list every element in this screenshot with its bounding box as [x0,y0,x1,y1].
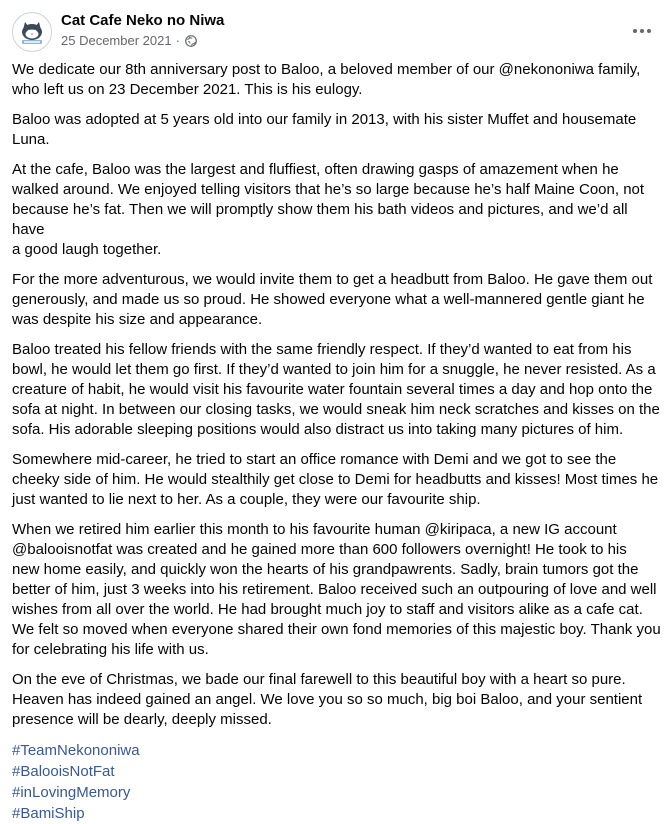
hashtag-link[interactable]: #BamiShip [12,805,85,822]
post-paragraph: Baloo was adopted at 5 years old into our family in 2013, with his sister Muffet and housemate Luna. [12,111,637,148]
post-paragraph: When we retired him earlier this month to his favourite human @kiripaca, a new IG account @balooisnotfat was created and he gained more than 600 followers overnight! He took to his new home easily, and quickly won the hearts of his grandpawrents. Sadly, brain tumors got the better of him, just 3 weeks into his retirement. Baloo received such an outpouring of love and well wishes from all over the world. He had brought much joy to staff and visitors alike as a cafe cat. We felt so moved when everyone shared their own fond memories of this majestic boy. Thank you for celebrating his life with us. [12,521,661,658]
post-paragraph: For the more adventurous, we would invite them to get a headbutt from Baloo. He gave them out generously, and made us so proud. He showed everyone what a well-mannered gentle giant he was despite his size and appearance. [12,271,653,328]
page-avatar[interactable] [12,12,52,52]
post-meta [61,33,197,48]
post-body [12,60,662,824]
post-paragraph: At the cafe, Baloo was the largest and fluffiest, often drawing gasps of amazement when he walked around. We enjoyed telling visitors that he’s so large because he’s half Maine Coon, not because he’s fat. Then we will promptly show them his bath videos and pictures, and we’d all have a good laugh together. [12,161,645,258]
cat-logo-icon [13,13,51,51]
post-paragraph: On the eve of Christmas, we bade our final farewell to this beautiful boy with a heart so pure. Heaven has indeed gained an angel. We love you so so much, big boi Baloo, and your sentient presence will be dearly, deeply missed. [12,671,643,728]
hashtag-list [12,740,662,824]
more-horizontal-icon [632,28,652,34]
page-name[interactable]: Cat Cafe Neko no Niwa [61,12,225,29]
meta-separator: · [175,33,180,48]
post-paragraph: We dedicate our 8th anniversary post to Baloo, a beloved member of our @nekononiwa family, who left us on 23 December 2021. This is his eulogy. [12,61,641,98]
hashtag-link[interactable]: #BalooisNotFat [12,763,115,780]
more-options-button[interactable] [627,16,657,46]
post-header [12,10,659,54]
hashtag-link[interactable]: #inLovingMemory [12,784,131,801]
post-paragraph: Somewhere mid-career, he tried to start an office romance with Demi and we got to see the cheeky side of him. He would stealthily get close to Demi for headbutts and kisses! Most times he just wanted to lie next to her. As a couple, they were our favourite ship. [12,451,659,508]
post-paragraph: Baloo treated his fellow friends with the same friendly respect. If they’d wanted to eat from his bowl, he would let them go first. If they’d wanted to join him for a snuggle, he never resisted. As a creature of habit, he would visit his favourite water fountain several times a day and hop onto the sofa at night. In between our closing tasks, we would sneak him neck scratches and kisses on the sofa. His adorable sleeping positions would also distract us into taking many pictures of him. [12,341,660,438]
globe-icon[interactable] [185,35,197,47]
post-date[interactable]: 25 December 2021 [61,33,172,48]
hashtag-link[interactable]: #TeamNekononiwa [12,742,140,759]
